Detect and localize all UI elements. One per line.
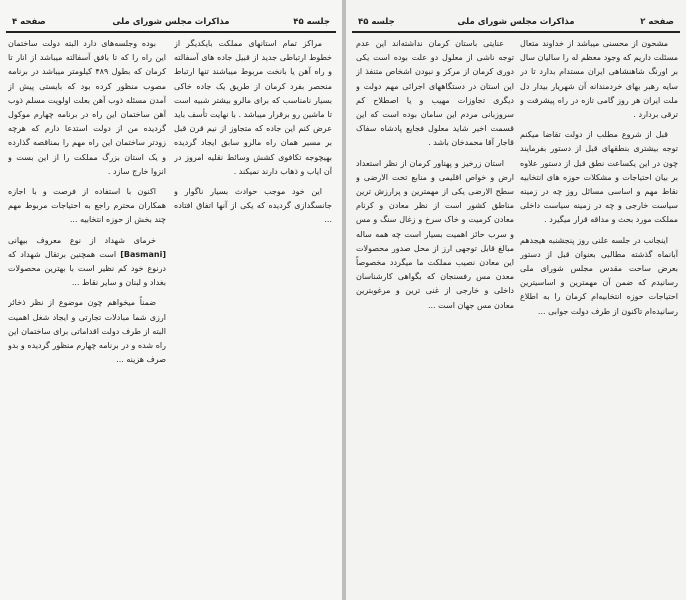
header-rule (6, 31, 336, 33)
paragraph: استان زرخیز و پهناور کرمان از نظر استعداد ارض و خواص اقلیمی و منابع تحت الارضی و سطح الارضی یکی از مهمترین و پرارزش ترین مناطق کشور است از نظر معادن و کرنام معادن کرمیت و خاک سرخ و زغال سنگ و مس و سرب حائز اهمیت بسیار است چه همه ساله مبالغ قابل توجهی ارز از محل صدور محصولات این معادن نصیب مملکت ما میگردد مخصوصاً معدن مس رفسنجان که بگواهی کارشناسان داخلی و خارجی از غنی ترین و مرغوبترین معادن مس جهان است ... (356, 158, 514, 310)
text-column-right (520, 37, 678, 567)
session-number: جلسه ۴۵ (358, 17, 395, 27)
paragraph: ضمناً میخواهم چون موضوع از نظر ذخائر ارزی شما مبادلات تجارتی و ایجاد شغل اهمیت البته از طرف دولت اقداماتی برای ساختمان این راه شده و در برنامه چهارم منظور گردیده و بدو صرف هزینه ... (8, 298, 166, 365)
paragraph: اکنون با استفاده از فرصت و با اجازه همکاران محترم راجع به احتیاجات مربوط مهم چند بخش از حوزه انتخابیه ... (8, 187, 166, 225)
right-page (346, 0, 686, 600)
page-number: صفحه ۴ (12, 17, 46, 27)
paragraph-text: است همچنین برتقال شهداد که درنوع خود کم نظیر است با بهترین محصولات بغداد و لبنان و سایر نقاط ... (8, 249, 166, 288)
latin-term: [Basmani] (120, 249, 166, 259)
text-column-right (174, 37, 332, 567)
paragraph: مراکز تمام استانهای مملکت بایکدیگر از خطوط ارتباطی جدید از قبیل جاده های آسفالته و راه آهن یا بانخت مربوط میباشند تنها ارتباط منحصر بفرد کرمان از طریق یک جاده خاکی بسیار نامناسب که برای مالرو بیشتر شبیه است تا ماشین رو برقرار میباشد . با نهایت تأسف باید عرض کنم این جاده که متجاوز از نیم قرن قبل بر مسیر همان راه مالرو سابق ایجاد گردیده بهیچوجه تکافوی کشش وسائط نقلیه امروز در آن ایاب و ذهاب دارند نمیکند . (174, 39, 332, 176)
paragraph (8, 234, 166, 291)
paragraph: اینجانب در جلسه علنی روز پنجشنبه هیجدهم آبانماه گذشته مطالبی بعنوان قبل از دستور بعرض ساحت مقدس مجلس شورای ملی رسانیدم که ضمن آن مهمترین و اساسیترین احتیاجات حوزه انتخابیه‌ام کرمان را به اطلاع رسانیده‌ام تاکنون از طرف دولت جوابی ... (520, 235, 678, 316)
session-number: جلسه ۴۵ (293, 17, 330, 27)
paragraph: مشحون از محسنی میباشد از خداوند متعال مسئلت داریم که وجود معظم له را سالیان سال بر اورنگ شاهنشاهی ایران مستدام بدارد تا در سایه رهبر بهای خردمندانه آن شهریار بیدار دل ملت ایران هر روز گامی تازه در راه پیشرفت و ترقی بردارد . (520, 39, 678, 120)
paragraph: این خود موجب حوادث بسیار ناگوار و جانسگدازی گردیده که یکی از آنها اتفاق افتاده ... (174, 187, 332, 225)
page-header (354, 17, 678, 31)
publication-title: مذاکرات مجلس شورای ملی (457, 17, 575, 27)
paragraph: عنایتی باستان کرمان نداشته‌اند این عدم توجه ناشی از معلول دو علت بوده است یکی دوری کرمان از مرکز و نبودن اشخاص متنفذ از این استان در دستگاههای اجرائی مهم دولت و دیگری تجاوزات مهیب و یا اصطلاح کم سروزبانی مردم این سامان بوده است که این قسمت اخیر شاید معلول فجایع پادشاه سفاک قاجار آقا محمدخان باشد . (356, 39, 514, 148)
text-column-left (356, 37, 514, 567)
header-rule (352, 31, 680, 33)
left-page (0, 0, 342, 600)
publication-title: مذاکرات مجلس شورای ملی (112, 17, 230, 27)
text-column-left (8, 37, 166, 567)
page-header (8, 17, 334, 31)
dates-heading: خرمای شهداد از نوع معروف بیهانی (8, 235, 156, 245)
paragraph: قبل از شروع مطلب از دولت تقاضا میکنم توجه بیشتری بنطقهای قبل از دستور بفرمایند چون در این یکساعت نطق قبل از دستور علاوه بر بیان احتیاجات و مشکلات حوزه های انتخابیه نقاط مهم و اساسی مسائل روز چه در زمینه سیاست خارجی و چه در زمینه سیاست داخلی مملکت مورد بحث و مداقه قرار میگیرد . (520, 130, 678, 225)
page-number: صفحه ۲ (640, 17, 674, 27)
paragraph: بوده وجلسه‌های دارد البته دولت ساختمان این راه را که تا بافق آسفالته میباشد از انار تا کرمان که بطول ۴۸۹ کیلومتر میباشد در برنامه مصوب منظور کرده بود که بایستی پیش از آمدن مسئله ذوب آهن بعلت اولویت مسلم ذوب آهن ساختمان این راه در برنامه چهارم موکول گردیده من از دولت استدعا دارم که هرچه زودتر ساختمان این راه مهم را بمناقصه گذارده و یک استان بزرگ مملکت را از این بست و انزوا خارج سازد . (8, 39, 166, 176)
